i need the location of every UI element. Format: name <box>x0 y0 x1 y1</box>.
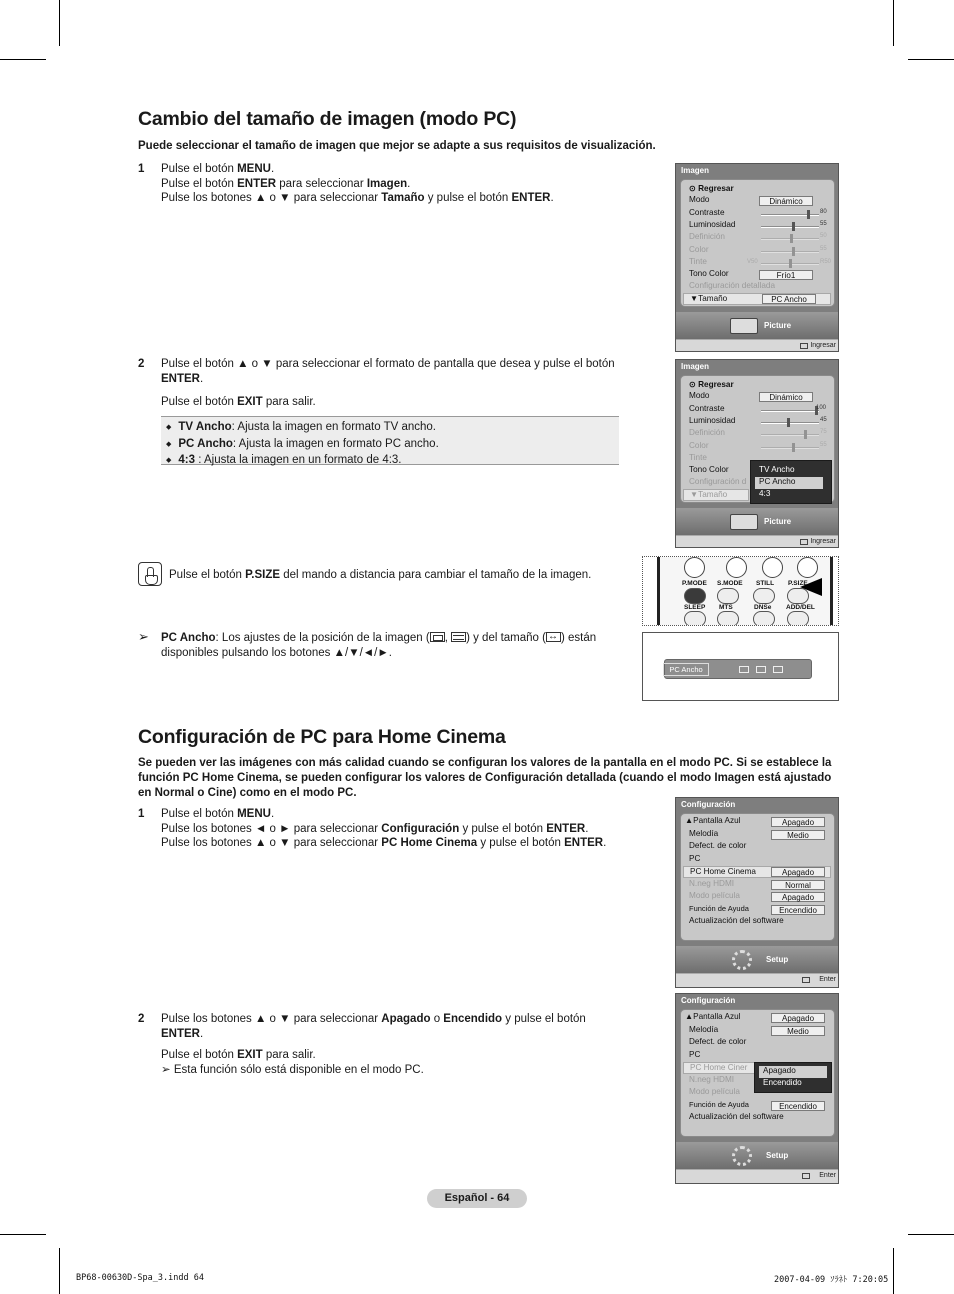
slider-value: 55 <box>820 221 827 227</box>
remote-label: MTS <box>719 604 733 611</box>
menu-hint-bar: Ingresar <box>676 339 839 352</box>
slider <box>761 447 819 449</box>
crop-mark <box>893 1248 894 1294</box>
slider <box>761 238 819 240</box>
menu-value: Medio <box>771 830 825 840</box>
size-icon <box>546 632 561 642</box>
position-h-icon <box>451 632 466 642</box>
slider <box>761 410 819 412</box>
section-title: Cambio del tamaño de imagen (modo PC) <box>138 108 517 130</box>
position-h-icon <box>756 666 766 673</box>
menu-row[interactable]: PC <box>689 1050 701 1059</box>
slider <box>761 422 819 424</box>
remote-label: ADD/DEL <box>786 604 815 611</box>
menu-row-tinte: Tinte <box>689 257 707 266</box>
menu-row-pc-home-cinema[interactable]: PC Home Cinema <box>683 866 831 878</box>
menu-row[interactable]: Actualización del software <box>689 916 784 925</box>
slider-value: 55 <box>820 246 827 252</box>
options-box <box>161 416 619 465</box>
menu-header: Imagen <box>681 166 710 175</box>
menu-row[interactable]: Actualización del software <box>689 1112 784 1121</box>
menu-back[interactable]: ⊙ Regresar <box>689 380 734 389</box>
menu-row: Modo película <box>689 891 740 900</box>
menu-row[interactable]: ▲Pantalla Azul <box>685 1012 741 1021</box>
menu-imagen-screenshot <box>675 163 839 352</box>
menu-footer-bar <box>676 508 839 536</box>
crop-mark <box>893 0 894 46</box>
slider <box>761 263 819 265</box>
step-text: Pulse el botón ▲ o ▼ para seleccionar el formato de pantalla que desea y pulse el botón ENTER. Pulse el botón EXIT para salir. <box>161 358 615 409</box>
page-number-badge: Español - 64 <box>427 1189 527 1208</box>
slider-value: 100 <box>816 405 827 411</box>
section-title: Configuración de PC para Home Cinema <box>138 726 506 748</box>
menu-row[interactable]: PC <box>689 854 701 863</box>
position-icon <box>739 666 749 673</box>
remote-label: DNSe <box>754 604 772 611</box>
remote-label: STILL <box>756 580 775 587</box>
menu-header: Configuración <box>681 800 736 809</box>
menu-value: Apagado <box>771 817 825 827</box>
pmode-button <box>684 588 706 604</box>
menu-row: Modo película <box>689 1087 740 1096</box>
remote-round-button <box>726 557 747 578</box>
menu-panel <box>680 179 835 307</box>
osd-illustration <box>642 632 839 701</box>
step-number: 1 <box>138 163 145 175</box>
menu-row-tamano[interactable]: ▼Tamaño <box>683 489 749 501</box>
menu-config-screenshot <box>675 797 839 988</box>
osd-label: PC Ancho <box>663 663 709 676</box>
menu-row: N.neg HDMI <box>689 1075 735 1084</box>
picture-icon <box>730 514 758 530</box>
menu-value: Apagado <box>771 1013 825 1023</box>
step-number: 2 <box>138 358 145 370</box>
slider-value: 55 <box>820 442 827 448</box>
sleep-button <box>684 611 706 626</box>
menu-row-config: Configuración detallada <box>689 281 776 290</box>
menu-hint-bar: Ingresar <box>676 535 839 548</box>
menu-row[interactable]: Función de Ayuda <box>689 1100 749 1109</box>
menu-row-color: Color <box>689 441 709 450</box>
menu-row[interactable]: Defect. de color <box>689 1037 747 1046</box>
slider-value: V50 <box>747 259 758 265</box>
menu-header: Configuración <box>681 996 736 1005</box>
menu-row-pc-home-cinema[interactable]: PC Home Ciner <box>683 1062 755 1074</box>
menu-row[interactable]: Melodía <box>689 1025 719 1034</box>
menu-row: N.neg HDMI <box>689 879 735 888</box>
print-slug: BP68-00630D-Spa_3.indd 64 <box>76 1273 204 1283</box>
footer-label: Picture <box>764 517 792 526</box>
slider-value: 45 <box>820 417 827 423</box>
menu-row[interactable]: Melodía <box>689 829 719 838</box>
hand-icon <box>138 562 162 586</box>
slider <box>761 214 819 216</box>
list-item: ◆ 4:3 : Ajusta la imagen en un formato de 4:3. <box>166 453 619 470</box>
footer-label: Setup <box>766 955 789 964</box>
step-text: Pulse el botón MENU. Pulse los botones ◄ o ► para seleccionar Configuración y pulse el botón ENTER. Pulse los botones ▲ o ▼ para seleccionar PC Home Cinema y pulse el botón ENTER. <box>161 808 607 850</box>
menu-row-definicion: Definición <box>689 428 725 437</box>
menu-row[interactable]: ▲Pantalla Azul <box>685 816 741 825</box>
menu-value: Dinámico <box>759 196 813 206</box>
enter-icon <box>802 1173 810 1179</box>
pchome-dropdown[interactable] <box>754 1062 832 1093</box>
power-icon <box>684 557 705 578</box>
list-item: ◆ TV Ancho: Ajusta la imagen en formato TV ancho. <box>166 420 619 437</box>
still-button <box>753 588 775 604</box>
size-icon <box>773 666 783 673</box>
menu-row-tinte: Tinte <box>689 453 707 462</box>
pointer-arrow-icon <box>800 578 822 596</box>
slider <box>761 434 819 436</box>
menu-row-definicion: Definición <box>689 232 725 241</box>
menu-row-tamano[interactable]: ▼Tamaño <box>683 293 831 305</box>
menu-row-color: Color <box>689 245 709 254</box>
slider <box>761 226 819 228</box>
step-text: Pulse los botones ▲ o ▼ para seleccionar Apagado o Encendido y pulse el botón ENTER. Pulse el botón EXIT para salir. ➢ Esta función sólo está disponible en el modo PC. <box>161 1013 586 1076</box>
menu-footer-bar <box>676 1142 839 1170</box>
dropdown-option[interactable]: 4:3 <box>759 489 771 498</box>
remote-label: P.MODE <box>682 580 707 587</box>
crop-mark <box>0 59 46 60</box>
menu-hint-bar: Enter <box>676 1169 839 1183</box>
crop-mark <box>59 0 60 46</box>
print-slug-date: 2007-04-09 ｿﾗﾈﾄ 7:20:05 <box>774 1275 889 1285</box>
psize-note: Pulse el botón P.SIZE del mando a distancia para cambiar el tamaño de la imagen. <box>169 569 592 581</box>
dropdown-option-selected[interactable]: PC Ancho <box>755 477 823 489</box>
menu-value: Encendido <box>771 1101 825 1111</box>
crop-mark <box>908 1234 954 1235</box>
crop-mark <box>908 59 954 60</box>
remote-label: S.MODE <box>717 580 743 587</box>
arrow-icon: ➢ <box>138 629 149 644</box>
menu-row[interactable]: Defect. de color <box>689 841 747 850</box>
remote-round-button <box>762 557 783 578</box>
slider-value: 75 <box>820 429 827 435</box>
step-text: Pulse el botón MENU. Pulse el botón ENTER para seleccionar Imagen. Pulse los botones ▲ o ▼ para seleccionar Tamaño y pulse el botón ENTER. <box>161 163 554 205</box>
dropdown-option[interactable]: TV Ancho <box>759 465 795 474</box>
smode-button <box>717 588 739 604</box>
menu-row-tono[interactable]: Tono Color <box>689 269 729 278</box>
dnse-button <box>753 611 775 626</box>
gear-icon <box>732 950 752 970</box>
adddel-button <box>787 611 809 626</box>
dropdown-option-selected[interactable]: Apagado <box>759 1066 827 1078</box>
menu-value: Medio <box>771 1026 825 1036</box>
menu-hint-bar: Enter <box>676 973 839 987</box>
menu-value: PC Ancho <box>762 294 816 304</box>
footer-label: Setup <box>766 1151 789 1160</box>
dropdown-option[interactable]: Encendido <box>763 1078 802 1087</box>
menu-row[interactable]: Función de Ayuda <box>689 904 749 913</box>
mts-button <box>717 611 739 626</box>
menu-row-tono[interactable]: Tono Color <box>689 465 729 474</box>
pcancho-note: PC Ancho: Los ajustes de la posición de la imagen ( , ) y del tamaño (↔ ) están disponibles pulsando los botones ▲/▼/◄/►. <box>161 631 631 660</box>
enter-icon <box>802 977 810 983</box>
size-dropdown[interactable] <box>750 460 832 504</box>
remote-round-button <box>797 557 818 578</box>
section-intro: Se pueden ver las imágenes con más calidad cuando se configuran los valores de la pantalla en el modo PC. Si se establece la función PC Home Cinema, se pueden configurar los valores de Configuración detallada (cuando el modo Imagen está ajustado en Normal o Cine) como en el modo PC. <box>138 757 832 799</box>
section-intro: Puede seleccionar el tamaño de imagen que mejor se adapte a sus requisitos de visualización. <box>138 140 656 152</box>
menu-value: Apagado <box>771 867 825 877</box>
menu-value: Frío1 <box>759 270 813 280</box>
slider-value: 80 <box>820 209 827 215</box>
gear-icon <box>732 1146 752 1166</box>
crop-mark <box>0 1234 46 1235</box>
menu-header: Imagen <box>681 362 710 371</box>
menu-footer-bar <box>676 312 839 340</box>
enter-icon <box>800 539 808 545</box>
menu-row-luminosidad[interactable]: Luminosidad <box>689 220 736 229</box>
step-number: 1 <box>138 808 145 820</box>
osd-bar <box>664 659 812 679</box>
slider-value: 50 <box>820 233 827 239</box>
menu-config-popup-screenshot <box>675 993 839 1184</box>
menu-row-contraste[interactable]: Contraste <box>689 208 725 217</box>
enter-icon <box>800 343 808 349</box>
list-item: ◆ PC Ancho: Ajusta la imagen en formato PC ancho. <box>166 437 619 454</box>
menu-value: Apagado <box>771 892 825 902</box>
crop-mark <box>59 1248 60 1294</box>
step-number: 2 <box>138 1013 145 1025</box>
menu-imagen-popup-screenshot <box>675 359 839 548</box>
menu-value: Encendido <box>771 905 825 915</box>
menu-row-modo[interactable]: Modo <box>689 391 710 400</box>
footer-label: Picture <box>764 321 792 330</box>
menu-value: Dinámico <box>759 392 813 402</box>
remote-label: SLEEP <box>684 604 706 611</box>
arrow-icon: ➢ <box>161 1063 171 1076</box>
slider <box>761 251 819 253</box>
menu-row-config: Configuración d <box>689 477 747 486</box>
position-icon <box>430 632 445 642</box>
menu-panel <box>680 813 835 941</box>
menu-row-contraste[interactable]: Contraste <box>689 404 725 413</box>
menu-footer-bar <box>676 946 839 974</box>
menu-row-luminosidad[interactable]: Luminosidad <box>689 416 736 425</box>
picture-icon <box>730 318 758 334</box>
menu-value: Normal <box>771 880 825 890</box>
menu-row-modo[interactable]: Modo <box>689 195 710 204</box>
menu-back[interactable]: ⊙ Regresar <box>689 184 734 193</box>
slider-value: R50 <box>820 259 832 265</box>
remote-label: P.SIZE <box>788 580 808 587</box>
